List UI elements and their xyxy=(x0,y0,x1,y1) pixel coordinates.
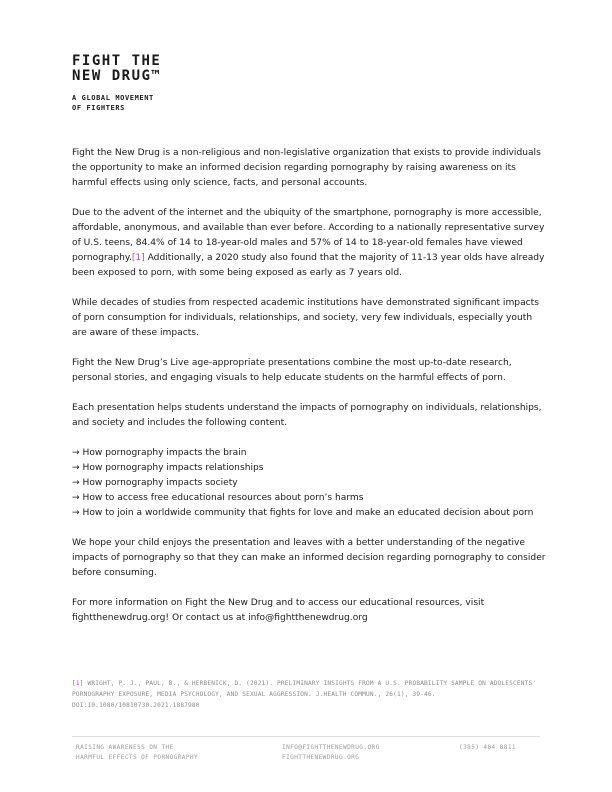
list-item: → How pornography impacts relationships xyxy=(72,463,264,473)
paragraph-presentations: Fight the New Drug’s Live age-appropriate presentations combine the most up-to-date research, personal stories, and engaging visuals to help educate students on the harmful effects of porn. xyxy=(72,358,512,383)
logo-tagline-line: OF FIGHTERS xyxy=(72,103,125,112)
logo-title-line: NEW DRUG™ xyxy=(72,68,162,84)
reference-note xyxy=(72,678,542,711)
list-item: → How to join a worldwide community that fights for love and make an educated decision about porn xyxy=(72,508,534,518)
reference-text: WRIGHT, P. J., PAUL, B., & HERBENICK, D. (2021). PRELIMINARY INSIGHTS FROM A U.S. PROBABILITY SAMPLE ON ADOLESCENTS' PORNOGRAPHY EXPOSURE, MEDIA PSYCHOLOGY, AND SEXUAL AGGRESSION. J.HEALTH COMMUN., 26(1), 39-46. DOI:10.1080/10810730.2021.1887980 xyxy=(72,680,537,709)
statistics-text-continued: Additionally, a 2020 study also found that the majority of 11-13 year olds have already been exposed to porn, with some being exposed as early as 7 years old. xyxy=(72,253,545,278)
paragraph-statistics xyxy=(72,206,547,281)
list-item: → How to access free educational resources about porn’s harms xyxy=(72,493,364,503)
footer-phone-number[interactable]: (385) 404 8811 xyxy=(459,744,516,751)
footer-tagline-line: HARMFUL EFFECTS OF PORNOGRAPHY xyxy=(76,753,199,761)
footer-website[interactable]: FIGHTTHENEWDRUG.ORG xyxy=(282,753,360,761)
paragraph-content-intro: Each presentation helps students understand the impacts of pornography on individuals, relationships, and society and includes the following content. xyxy=(72,403,542,428)
logo-title-line: FIGHT THE xyxy=(72,53,162,69)
paragraph-research: While decades of studies from respected academic institutions have demonstrated significant impacts of porn consumption for individuals, relationships, and society, very few individuals, especially youth are aware of these impacts. xyxy=(72,298,539,338)
footer-contact xyxy=(282,743,380,762)
list-item: → How pornography impacts society xyxy=(72,478,238,488)
footer-divider xyxy=(72,736,540,737)
citation-link[interactable]: [1] xyxy=(131,253,145,263)
paragraph-contact: For more information on Fight the New Drug and to access our educational resources, visit fightthenewdrug.org! Or contact us at info@fightthenewdrug.org xyxy=(72,598,485,623)
letter-body xyxy=(72,146,547,641)
footer-tagline-line: RAISING AWARENESS ON THE xyxy=(76,744,174,751)
logo xyxy=(72,54,161,113)
statistics-text: Due to the advent of the internet and the ubiquity of the smartphone, pornography is more accessible, affordable, anonymous, and available than ever before. According to a nationally representative survey of U.S. teens, 84.4% of 14 to 18-year-old males and 57% of 14 to 18-year-old females have viewed pornography. xyxy=(72,208,545,263)
reference-number: [1] xyxy=(72,680,84,687)
logo-title xyxy=(72,54,161,84)
paragraph-closing: We hope your child enjoys the presentation and leaves with a better understanding of the negative impacts of pornography so that they can make an informed decision regarding pornography to consider before consuming. xyxy=(72,538,546,578)
list-item: → How pornography impacts the brain xyxy=(72,448,247,458)
footer-email[interactable]: INFO@FIGHTTHENEWDRUG.ORG xyxy=(282,744,380,751)
paragraph-intro: Fight the New Drug is a non-religious and non-legislative organization that exists to provide individuals the opportunity to make an informed decision regarding pornography by raising awareness on its harmful effects using only science, facts, and personal accounts. xyxy=(72,148,541,188)
logo-tagline xyxy=(72,94,161,113)
logo-tagline-line: A GLOBAL MOVEMENT xyxy=(72,94,154,102)
footer-phone xyxy=(459,743,516,753)
content-list xyxy=(72,446,547,521)
footer-tagline xyxy=(76,743,198,762)
